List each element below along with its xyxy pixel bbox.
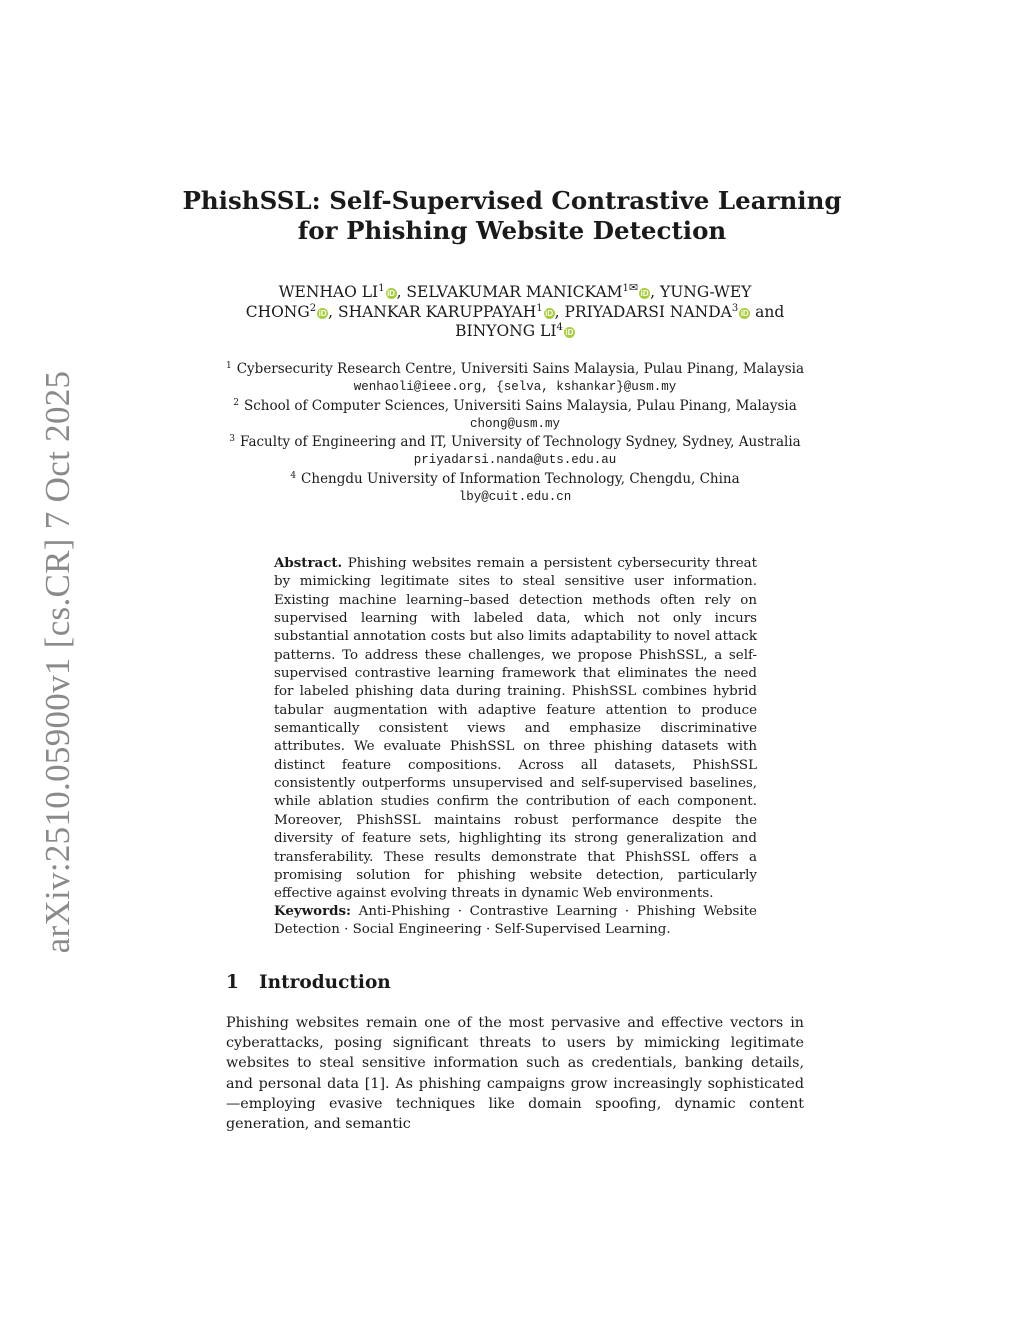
author-affiliation-mark: 1 <box>536 302 543 314</box>
abstract-text: Phishing websites remain a persistent cybersecurity threat by mimicking legitimate sites to steal sensitive user information. Existing machine learning–based detection methods often rely on supervised learning with labeled data, which not only incurs substantial annotation costs but also limits adaptability to novel attack patterns. To address these challenges, we propose PhishSSL, a self-supervised contrastive learning framework that eliminates the need for labeled phishing data during training. PhishSSL combines hybrid tabular augmentation with adaptive feature attention to produce semantically consistent views and emphasize discriminative attributes. We evaluate PhishSSL on three phishing datasets with distinct feature compositions. Across all datasets, PhishSSL consistently outperforms unsupervised and self-supervised baselines, while ablation studies confirm the contribution of each component. Moreover, PhishSSL maintains robust performance despite the diversity of feature sets, highlighting its strong generalization and transferability. These results demonstrate that PhishSSL offers a promising solution for phishing website detection, particularly effective against evolving threats in dynamic Web environments. <box>274 556 757 902</box>
author-name: BINYONG LI <box>455 322 557 340</box>
affiliation-name: Faculty of Engineering and IT, University of Technology Sydney, Sydney, Australia <box>240 434 801 451</box>
affiliation-item <box>205 397 825 415</box>
keywords-text: Anti-Phishing · Contrastive Learning · Phishing Website Detection · Social Engineering · Self-Supervised Learning. <box>274 904 757 938</box>
orcid-icon[interactable]: iD <box>387 289 396 298</box>
affiliation-item <box>205 433 825 451</box>
author-list: WENHAO $LI^1$ iD, SELVAKUMAR $MANICKAM^{1✉}$ iD, YUNG-WEY CHONG$^2$ iD, SHANKAR KARUPPAYAH$^1$ iD, PRIYADARSI NANDA$^3$ iD and BINYONG $LI^4$ iD <box>245 281 785 340</box>
envelope-icon: ✉ <box>628 281 639 294</box>
paper-title <box>0 186 1024 246</box>
affiliation-item <box>205 360 825 378</box>
author-name: SELVAKUMAR MANICKAM <box>406 283 623 301</box>
section-number: 1 <box>226 972 239 993</box>
author-conjunction: and <box>755 302 785 321</box>
orcid-icon[interactable]: iD <box>545 308 554 318</box>
affiliation-number: 4 <box>290 470 297 481</box>
author-affiliation-mark: 4 <box>556 322 563 333</box>
orcid-icon[interactable]: iD <box>318 308 327 318</box>
author-name: WENHAO LI <box>278 283 379 301</box>
section-heading <box>226 972 391 993</box>
author-name: PRIYADARSI NANDA <box>564 302 732 321</box>
section-title: Introduction <box>259 972 391 993</box>
author-affiliation-mark: 2 <box>309 302 317 314</box>
affiliation-list <box>205 360 825 506</box>
affiliation-email[interactable]: wenhaoli@ieee.org, {selva, kshankar}@usm.my <box>353 380 677 395</box>
affiliation-number: 1 <box>225 361 232 371</box>
affiliation-number: 2 <box>233 397 239 408</box>
arxiv-identifier-stamp: arXiv:2510.05900v1 [cs.CR] 7 Oct 2025 <box>38 370 77 954</box>
affiliation-number: 3 <box>229 434 235 445</box>
affiliation-email[interactable]: lby@cuit.edu.cn <box>458 490 572 505</box>
orcid-icon[interactable]: iD <box>740 308 749 318</box>
orcid-icon[interactable]: iD <box>640 289 649 298</box>
author-name: YUNG-WEY <box>659 283 752 301</box>
author-name: SHANKAR KARUPPAYAH <box>337 302 537 321</box>
affiliation-email[interactable]: priyadarsi.nanda@uts.edu.au <box>413 453 617 468</box>
affiliation-name: Chengdu University of Information Technology, Chengdu, China <box>301 470 740 487</box>
keywords <box>274 902 757 940</box>
paper-title-line-2: for Phishing Website Detection <box>297 216 727 245</box>
abstract <box>274 554 757 904</box>
orcid-icon[interactable]: iD <box>565 328 574 337</box>
author-affiliation-mark: 1 <box>378 283 385 294</box>
paper-title-line-1: PhishSSL: Self-Supervised Contrastive Learning <box>182 186 842 215</box>
affiliation-name: School of Computer Sciences, Universiti Sains Malaysia, Pulau Pinang, Malaysia <box>243 397 797 414</box>
abstract-label: Abstract. <box>274 555 343 571</box>
affiliation-name: Cybersecurity Research Centre, Universiti Sains Malaysia, Pulau Pinang, Malaysia <box>236 361 804 377</box>
affiliation-item <box>205 470 825 488</box>
author-name: CHONG <box>245 302 310 321</box>
author-affiliation-mark: 1 <box>622 283 629 294</box>
keywords-label: Keywords: <box>274 903 352 919</box>
author-affiliation-mark: 3 <box>731 302 739 314</box>
introduction-paragraph: Phishing websites remain one of the most pervasive and effective vectors in cyberattacks, posing significant threats to users by mimicking legitimate websites to steal sensitive information such as credentials, banking details, and personal data [1]. As phishing campaigns grow increasingly sophisticated—employing evasive techniques like domain spoofing, dynamic content generation, and semantic <box>226 1015 804 1133</box>
affiliation-email[interactable]: chong@usm.my <box>469 416 560 431</box>
